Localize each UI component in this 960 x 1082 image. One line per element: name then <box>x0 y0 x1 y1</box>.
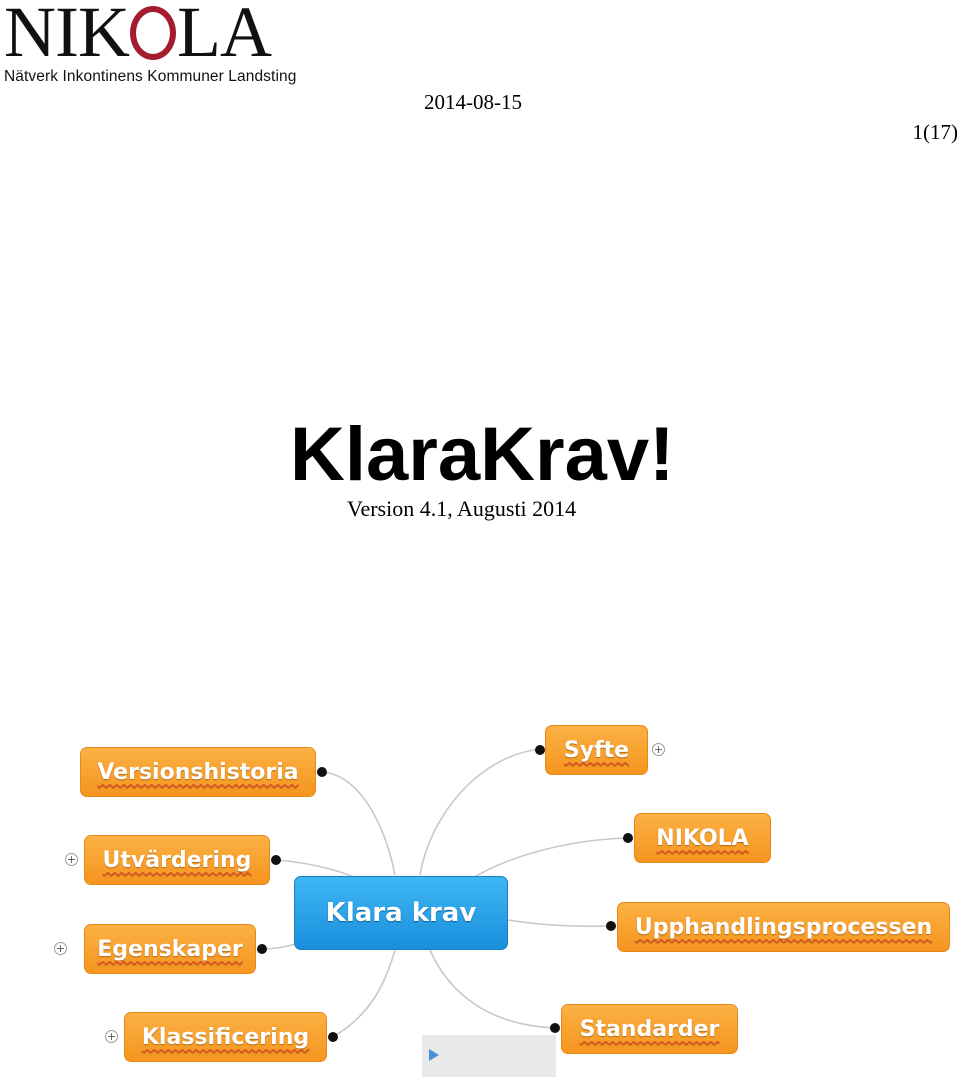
mindmap-figure <box>0 715 960 1082</box>
document-date: 2014-08-15 <box>424 90 522 114</box>
link-nikola <box>470 838 628 880</box>
node-nikola[interactable]: NIKOLA <box>634 813 771 863</box>
expand-plus-icon[interactable]: + <box>653 743 664 756</box>
expand-plus-icon[interactable]: + <box>55 942 66 955</box>
document-subtitle: Version 4.1, Augusti 2014 <box>347 496 577 521</box>
play-icon[interactable] <box>429 1049 439 1061</box>
node-connector-dot <box>535 745 545 755</box>
node-syfte[interactable]: Syfte <box>545 725 648 775</box>
link-upphandlingsprocessen <box>508 920 611 926</box>
logo-wordmark: NIK LA <box>4 0 271 72</box>
node-versionshistoria[interactable]: Versionshistoria <box>80 747 316 797</box>
node-egenskaper[interactable]: Egenskaper <box>84 924 256 974</box>
viewer-control-panel <box>422 1035 556 1077</box>
node-connector-dot <box>328 1032 338 1042</box>
nikola-logo <box>4 2 324 90</box>
node-connector-dot <box>317 767 327 777</box>
node-connector-dot <box>550 1023 560 1033</box>
link-klassificering <box>333 950 395 1037</box>
logo-subtitle: Nätverk Inkontinens Kommuner Landsting <box>4 68 297 85</box>
expand-plus-icon[interactable]: + <box>106 1030 117 1043</box>
link-standarder <box>430 950 555 1028</box>
logo-ring-icon <box>130 6 176 60</box>
node-connector-dot <box>257 944 267 954</box>
node-standarder[interactable]: Standarder <box>561 1004 738 1054</box>
node-upphandlingsprocessen[interactable]: Upphandlingsprocessen <box>617 902 950 952</box>
link-versionshistoria <box>322 772 395 875</box>
node-connector-dot <box>623 833 633 843</box>
expand-plus-icon[interactable]: + <box>66 853 77 866</box>
document-title: KlaraKrav! <box>290 412 675 497</box>
node-connector-dot <box>271 855 281 865</box>
node-klara-krav[interactable]: Klara krav <box>294 876 508 950</box>
node-utvardering[interactable]: Utvärdering <box>84 835 270 885</box>
node-klassificering[interactable]: Klassificering <box>124 1012 327 1062</box>
node-connector-dot <box>606 921 616 931</box>
page-indicator: 1(17) <box>912 120 958 144</box>
